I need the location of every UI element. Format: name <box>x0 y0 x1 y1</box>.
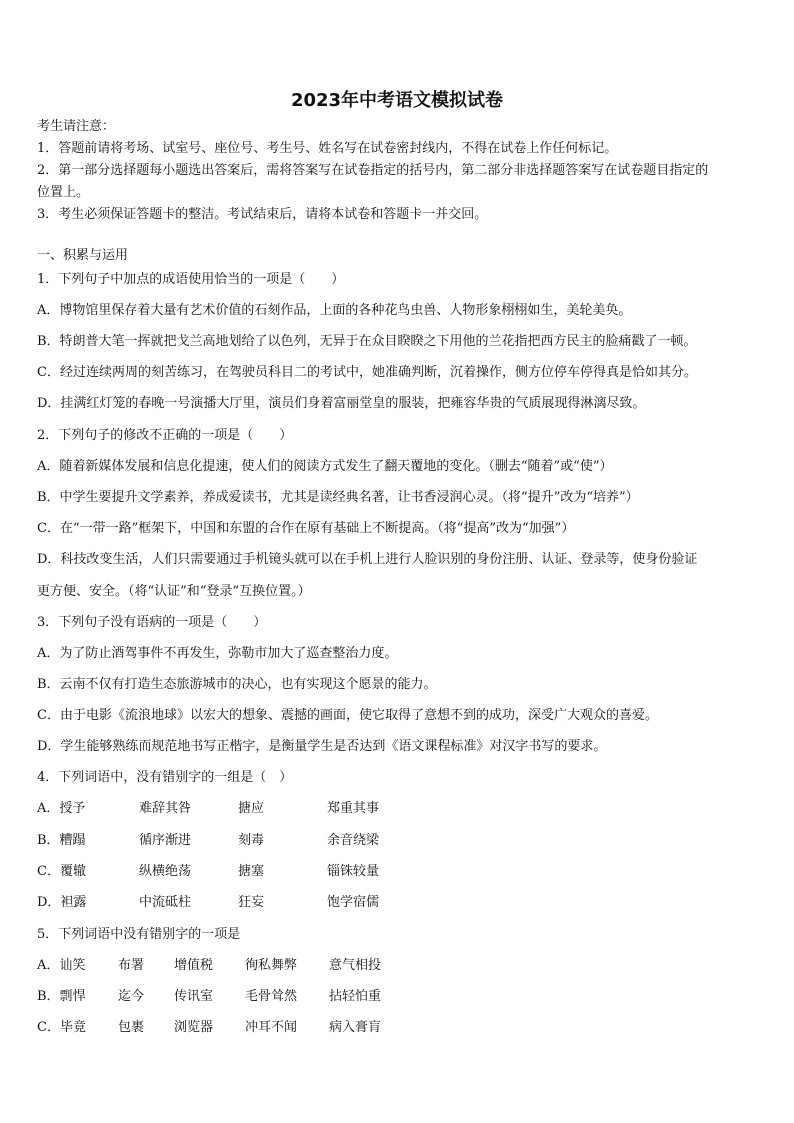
question-stem: 5．下列词语中没有错别字的一项是 <box>37 927 241 942</box>
notice-item: 2．第一部分选择题每小题选出答案后，需将答案写在试卷指定的括号内，第二部分非选择题答案写在试卷题目指定的 <box>37 163 709 178</box>
option-a: A．随着新媒体发展和信息化提速，使人们的阅读方式发生了翻天覆地的变化。（删去“随着”或“使”） <box>37 459 613 474</box>
word: 搪塞 <box>238 864 265 879</box>
word: A．授予 <box>37 801 86 816</box>
option-d: D．科技改变生活，人们只需要通过手机镜头就可以在手机上进行人脸识别的身份注册、认证、登录等，使身份验证 <box>37 552 698 567</box>
option-b: B．特朗普大笔一挥就把戈兰高地划给了以色列，无异于在众目睽睽之下用他的兰花指把西方民主的脸痛戳了一顿。 <box>37 334 697 349</box>
option-d-continued: 更方便、安全。（将“认证”和“登录”互换位置。） <box>37 584 311 599</box>
option-a: A．博物馆里保存着大量有艺术价值的石刻作品，上面的各种花鸟虫兽、人物形象栩栩如生，美轮美奂。 <box>37 303 632 318</box>
word: 拈轻怕重 <box>329 989 382 1004</box>
word: 毛骨耸然 <box>245 989 298 1004</box>
word: A．讪笑 <box>37 958 86 973</box>
word: 饱学宿儒 <box>327 895 380 910</box>
word: 布署 <box>118 958 145 973</box>
word: 纵横绝荡 <box>139 864 192 879</box>
word: 意气相投 <box>329 958 382 973</box>
word: 传讯室 <box>174 989 214 1004</box>
word: 搪应 <box>238 801 265 816</box>
option-c: C．经过连续两周的刻苦练习，在驾驶员科目二的考试中，她准确判断，沉着操作，侧方位停车停得真是恰如其分。 <box>37 365 697 380</box>
word: C．覆辙 <box>37 864 86 879</box>
word: C．毕竟 <box>37 1020 86 1035</box>
word: 包裹 <box>118 1020 145 1035</box>
word: 迄今 <box>118 989 145 1004</box>
word: 难辞其咎 <box>139 801 192 816</box>
word: 冲耳不闻 <box>245 1020 298 1035</box>
word: 狂妄 <box>238 895 265 910</box>
word: 中流砥柱 <box>139 895 192 910</box>
option-c: C．由于电影《流浪地球》以宏大的想象、震撼的画面，使它取得了意想不到的成功，深受广大观众的喜爱。 <box>37 708 658 723</box>
option-b: B．中学生要提升文学素养，养成爱读书，尤其是读经典名著，让书香浸润心灵。（将“提升”改为“培养”） <box>37 490 639 505</box>
word: B．剽悍 <box>37 989 86 1004</box>
question-stem: 2．下列句子的修改不正确的一项是（ ） <box>37 428 293 443</box>
word: 浏览器 <box>174 1020 214 1035</box>
word: 郑重其事 <box>327 801 380 816</box>
notice-item: 1．答题前请将考场、试室号、座位号、考生号、姓名写在试卷密封线内，不得在试卷上作任何标记。 <box>37 141 618 156</box>
notice-item: 位置上。 <box>37 185 90 200</box>
word: 病入膏肓 <box>329 1020 382 1035</box>
section-heading: 一、积累与运用 <box>37 248 129 263</box>
option-b: B．云南不仅有打造生态旅游城市的决心，也有实现这个愿景的能力。 <box>37 677 437 692</box>
page-title: 2023年中考语文模拟试卷 <box>290 90 504 111</box>
word: 锱铢较量 <box>327 864 380 879</box>
word: B．糟蹋 <box>37 833 86 848</box>
option-d: D．学生能够熟练而规范地书写正楷字，是衡量学生是否达到《语文课程标准》对汉字书写的要求。 <box>37 739 607 754</box>
word: 刻毒 <box>238 833 265 848</box>
question-stem: 3．下列句子没有语病的一项是（ ） <box>37 615 267 630</box>
option-a: A．为了防止酒驾事件不再发生，弥勒市加大了巡查整治力度。 <box>37 646 398 661</box>
question-stem: 1．下列句子中加点的成语使用恰当的一项是（ ） <box>37 272 345 287</box>
word: 循序渐进 <box>139 833 192 848</box>
notice-heading: 考生请注意： <box>37 119 116 134</box>
option-d: D．挂满红灯笼的春晚一号演播大厅里，演员们身着富丽堂皇的服装，把雍容华贵的气质展现得淋漓尽致。 <box>37 396 646 411</box>
word: 增值税 <box>174 958 214 973</box>
word: 徇私舞弊 <box>245 958 298 973</box>
word: D．袒露 <box>37 895 87 910</box>
option-c: C．在“一带一路”框架下，中国和东盟的合作在原有基础上不断提高。（将“提高”改为“加强”） <box>37 521 575 536</box>
word: 余音绕梁 <box>327 833 380 848</box>
notice-item: 3．考生必须保证答题卡的整洁。考试结束后，请将本试卷和答题卡一并交回。 <box>37 207 488 222</box>
question-stem: 4．下列词语中，没有错别字的一组是（ ） <box>37 770 293 785</box>
